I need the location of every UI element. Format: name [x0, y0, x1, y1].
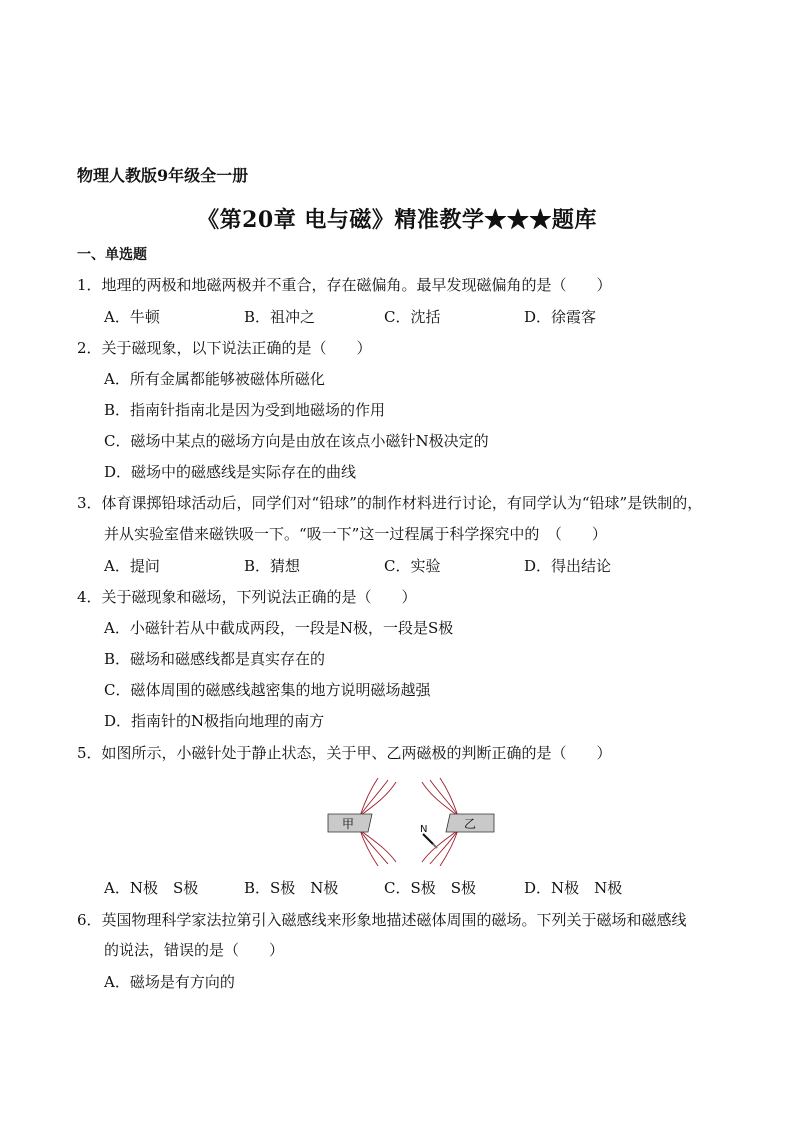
question-5-option-d: D．N极 N极: [524, 879, 623, 897]
needle-label: N: [420, 824, 428, 835]
question-5-stem: 5．如图所示，小磁针处于静止状态，关于甲、乙两磁极的判断正确的是（ ）: [77, 744, 612, 762]
question-1-option-d: D．徐霞客: [524, 308, 597, 326]
question-1-option-c: C．沈括: [384, 308, 441, 326]
question-1-option-a: A．牛顿: [104, 308, 160, 326]
left-magnet: [328, 814, 372, 832]
right-magnet-label: 乙: [463, 817, 477, 831]
question-3-option-a: A．提问: [104, 557, 160, 575]
left-magnet-label: 甲: [341, 817, 355, 831]
question-1-stem: 1．地理的两极和地磁两极并不重合，存在磁偏角。最早发现磁偏角的是（ ）: [77, 276, 612, 294]
question-2-option-d: D．磁场中的磁感线是实际存在的曲线: [104, 463, 357, 481]
section-title: 一、单选题: [77, 247, 147, 263]
question-2-option-a: A．所有金属都能够被磁体所磁化: [104, 370, 325, 388]
question-2-option-c: C．磁场中某点的磁场方向是由放在该点小磁针N极决定的: [104, 432, 489, 450]
question-2-option-b: B．指南针指南北是因为受到地磁场的作用: [104, 401, 386, 419]
question-4-option-b: B．磁场和磁感线都是真实存在的: [104, 650, 326, 668]
field-lines: [360, 778, 458, 866]
question-3-option-b: B．猜想: [244, 557, 301, 575]
question-5-option-c: C．S极 S极: [384, 879, 477, 897]
question-5-option-b: B．S极 N极: [244, 879, 339, 897]
document-subtitle: 物理人教版9年级全一册: [77, 166, 249, 185]
compass-needle: [420, 824, 437, 848]
question-6-stem: 6．英国物理科学家法拉第引入磁感线来形象地描述磁体周围的磁场。下列关于磁场和磁感线: [77, 911, 687, 929]
question-4-stem: 4．关于磁现象和磁场，下列说法正确的是（ ）: [77, 588, 417, 606]
question-4-option-a: A．小磁针若从中截成两段，一段是N极，一段是S极: [104, 619, 454, 637]
question-4-option-d: D．指南针的N极指向地理的南方: [104, 712, 325, 730]
question-2-stem: 2．关于磁现象，以下说法正确的是（ ）: [77, 339, 372, 357]
question-5-option-a: A．N极 S极: [104, 879, 199, 897]
question-1-option-b: B．祖冲之: [244, 308, 316, 326]
question-6-option-a: A．磁场是有方向的: [104, 973, 235, 991]
question-3-stem: 3．体育课掷铅球活动后，同学们对“铅球”的制作材料进行讨论，有同学认为“铅球”是铁制的，: [77, 494, 703, 512]
question-3-option-d: D．得出结论: [524, 557, 612, 575]
question-6-stem-continued: 的说法，错误的是（ ）: [104, 941, 285, 959]
question-3-option-c: C．实验: [384, 557, 441, 575]
question-3-stem-continued: 并从实验室借来磁铁吸一下。“吸一下”这一过程属于科学探究中的 （ ）: [104, 525, 607, 543]
question-4-option-c: C．磁体周围的磁感线越密集的地方说明磁场越强: [104, 681, 431, 699]
right-magnet: [446, 814, 494, 832]
document-title: 《第20章 电与磁》精准教学★★★题库: [197, 207, 597, 233]
magnet-field-figure: [320, 776, 500, 866]
